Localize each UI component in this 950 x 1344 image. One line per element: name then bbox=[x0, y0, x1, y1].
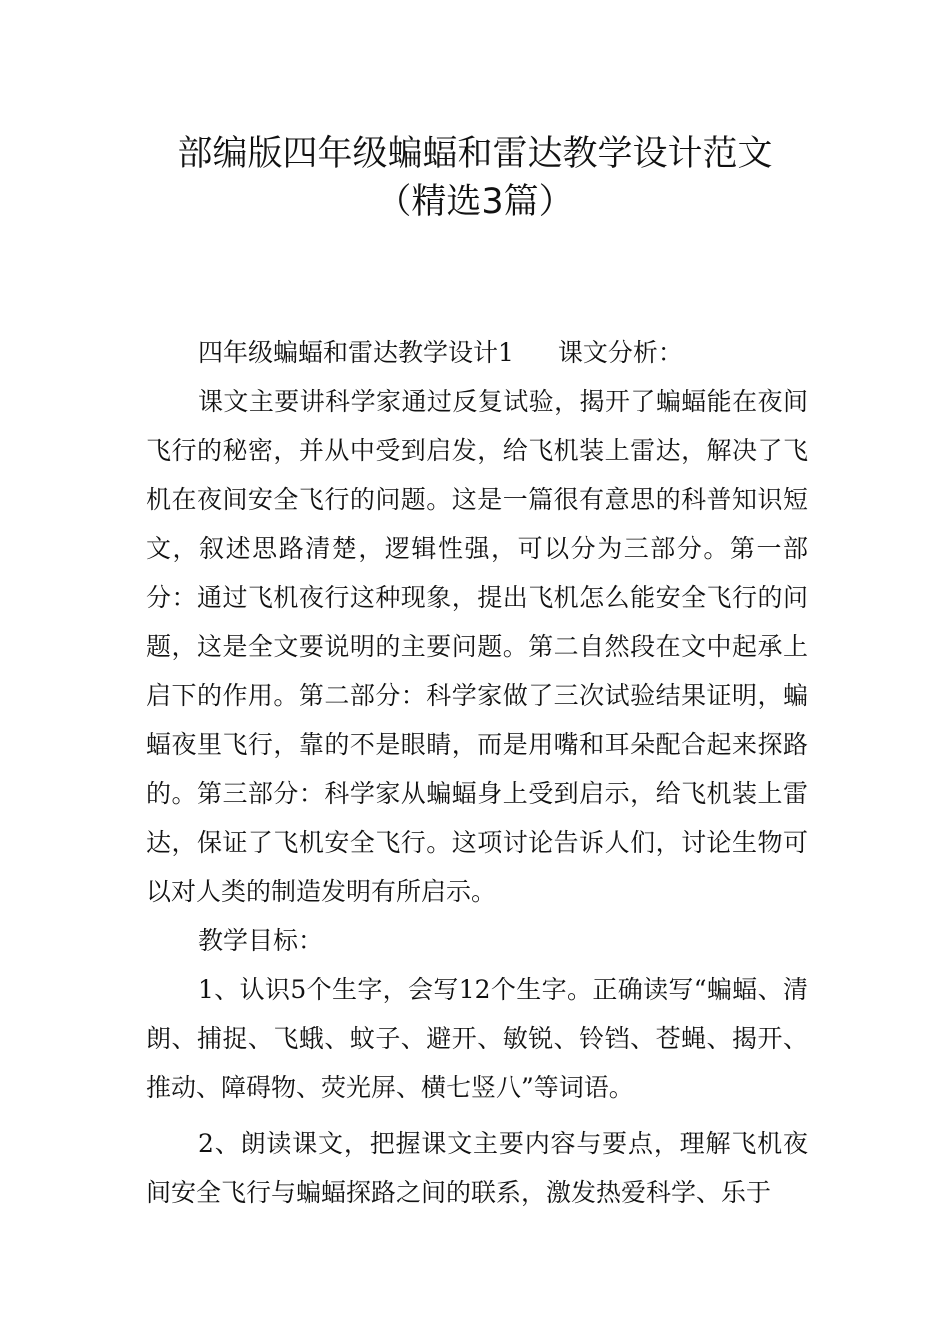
document-title-line-1: 部编版四年级蝙蝠和雷达教学设计范文 bbox=[177, 134, 773, 174]
paragraph-goal-2: 2、朗读课文，把握课文主要内容与要点，理解飞机夜间安全飞行与蝙蝠探路之间的联系，激发热爱科学、乐于 bbox=[146, 1129, 808, 1207]
paragraph-goals-heading: 教学目标： bbox=[198, 926, 324, 955]
document-title-line-2: （精选3篇） bbox=[376, 182, 574, 222]
section-heading: 四年级蝙蝠和雷达教学设计1 bbox=[198, 338, 514, 367]
paragraph-analysis: 课文主要讲科学家通过反复试验，揭开了蝙蝠能在夜间飞行的秘密，并从中受到启发，给飞机装上雷达，解决了飞机在夜间安全飞行的问题。这是一篇很有意思的科普知识短文，叙述思路清楚，逻辑性强，可以分为三部分。第一部分：通过飞机夜行这种现象，提出飞机怎么能安全飞行的问题，这是全文要说明的主要问题。第二自然段在文中起承上启下的作用。第二部分：科学家做了三次试验结果证明，蝙蝠夜里飞行，靠的不是眼睛，而是用嘴和耳朵配合起来探路的。第三部分：科学家从蝙蝠身上受到启示，给飞机装上雷达，保证了飞机安全飞行。这项讨论告诉人们，讨论生物可以对人类的制造发明有所启示。 bbox=[146, 387, 808, 906]
document-body bbox=[146, 328, 808, 1217]
section-subheading: 课文分析： bbox=[557, 338, 683, 367]
section-heading-line bbox=[146, 328, 808, 377]
paragraph-goal-1: 1、认识5个生字，会写12个生字。正确读写“蝙蝠、清朗、捕捉、飞蛾、蚊子、避开、敏锐、铃铛、苍蝇、揭开、推动、障碍物、荧光屏、横七竖八”等词语。 bbox=[146, 975, 808, 1102]
